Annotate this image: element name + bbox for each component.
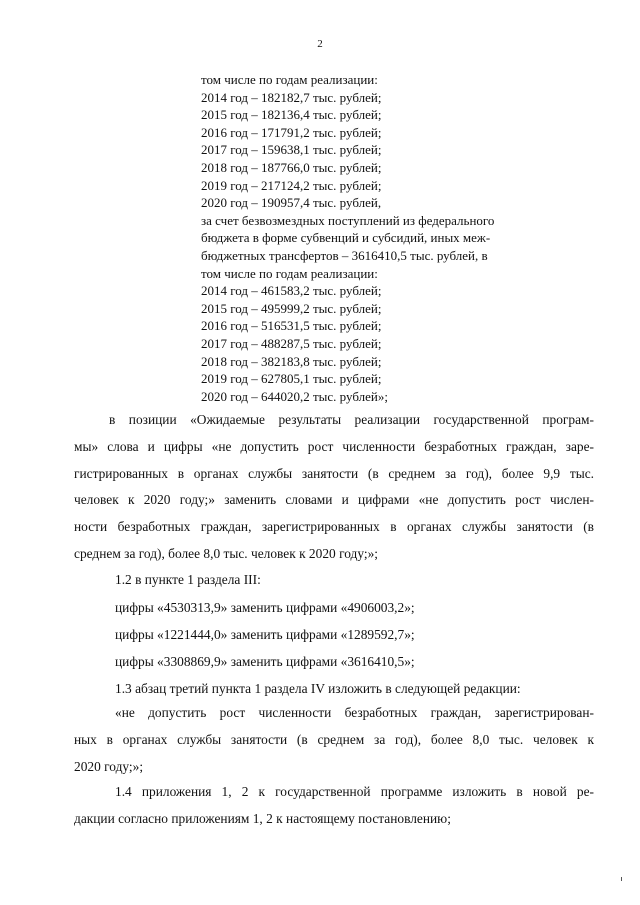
funding-line: 2020 год – 644020,2 тыс. рублей»; [201,388,388,404]
page-number: 2 [317,38,323,50]
digit-replacement-line: цифры «3308869,9» заменить цифрами «3616410,5»; [115,654,415,669]
funding-line: 2017 год – 488287,5 тыс. рублей; [201,335,382,351]
funding-line: 2014 год – 182182,7 тыс. рублей; [201,89,382,105]
digit-replacement-line: цифры «4530313,9» заменить цифрами «4906003,2»; [115,600,415,615]
funding-line: бюджетных трансфертов – 3616410,5 тыс. рублей, в [201,247,488,263]
funding-line: 2014 год – 461583,2 тыс. рублей; [201,283,382,299]
funding-line: 2020 год – 190957,4 тыс. рублей, [201,195,382,211]
new-wording-paragraph [74,700,594,780]
paragraph-line: в позиции «Ожидаемые результаты реализации государственной програм- [109,412,594,427]
funding-line: 2018 год – 382183,8 тыс. рублей; [201,353,382,369]
paragraph-line: «не допустить рост численности безработных граждан, зарегистрирован- [115,705,594,720]
funding-line: 2019 год – 217124,2 тыс. рублей; [201,177,382,193]
funding-breakdown-block [201,71,495,405]
funding-line: том числе по годам реализации: [201,265,378,281]
paragraph-line: дакции согласно приложениям 1, 2 к настоящему постановлению; [74,810,451,826]
funding-line: 2018 год – 187766,0 тыс. рублей; [201,159,382,175]
expected-results-paragraph [74,407,594,568]
funding-line: 2016 год – 516531,5 тыс. рублей; [201,318,382,334]
funding-line: за счет безвозмездных поступлений из федерального [201,212,495,228]
paragraph-line: мы» слова и цифры «не допустить рост численности безработных граждан, заре- [74,438,594,454]
scan-edge-mark [621,877,622,881]
paragraph-line: ных в органах службы занятости (в среднем за год), более 8,0 тыс. человек к [74,731,594,747]
paragraph-line: 1.4 приложения 1, 2 к государственной программе изложить в новой ре- [115,784,594,799]
digit-replacement-line: цифры «1221444,0» заменить цифрами «1289592,7»; [115,627,415,642]
item-1-4-paragraph [74,779,594,833]
paragraph-line: гистрированных в органах службы занятости (в среднем за год), более 9,9 тыс. [74,465,594,481]
funding-line: 2019 год – 627805,1 тыс. рублей; [201,371,382,387]
funding-line: 2015 год – 495999,2 тыс. рублей; [201,300,382,316]
funding-line: бюджета в форме субвенций и субсидий, иных меж- [201,230,491,246]
funding-line: 2017 год – 159638,1 тыс. рублей; [201,142,382,158]
item-1-3-heading: 1.3 абзац третий пункта 1 раздела IV изложить в следующей редакции: [115,681,521,696]
item-1-2-heading: 1.2 в пункте 1 раздела III: [115,572,261,587]
funding-line: 2016 год – 171791,2 тыс. рублей; [201,124,382,140]
paragraph-line: 2020 году;»; [74,758,144,774]
paragraph-line: среднем за год), более 8,0 тыс. человек к 2020 году;»; [74,545,379,561]
paragraph-line: человек к 2020 году;» заменить словами и цифрами «не допустить рост числен- [74,492,594,508]
funding-line: том числе по годам реализации: [201,72,378,87]
funding-line: 2015 год – 182136,4 тыс. рублей; [201,107,382,123]
paragraph-line: ности безработных граждан, зарегистрированных в органах службы занятости (в [74,519,594,535]
